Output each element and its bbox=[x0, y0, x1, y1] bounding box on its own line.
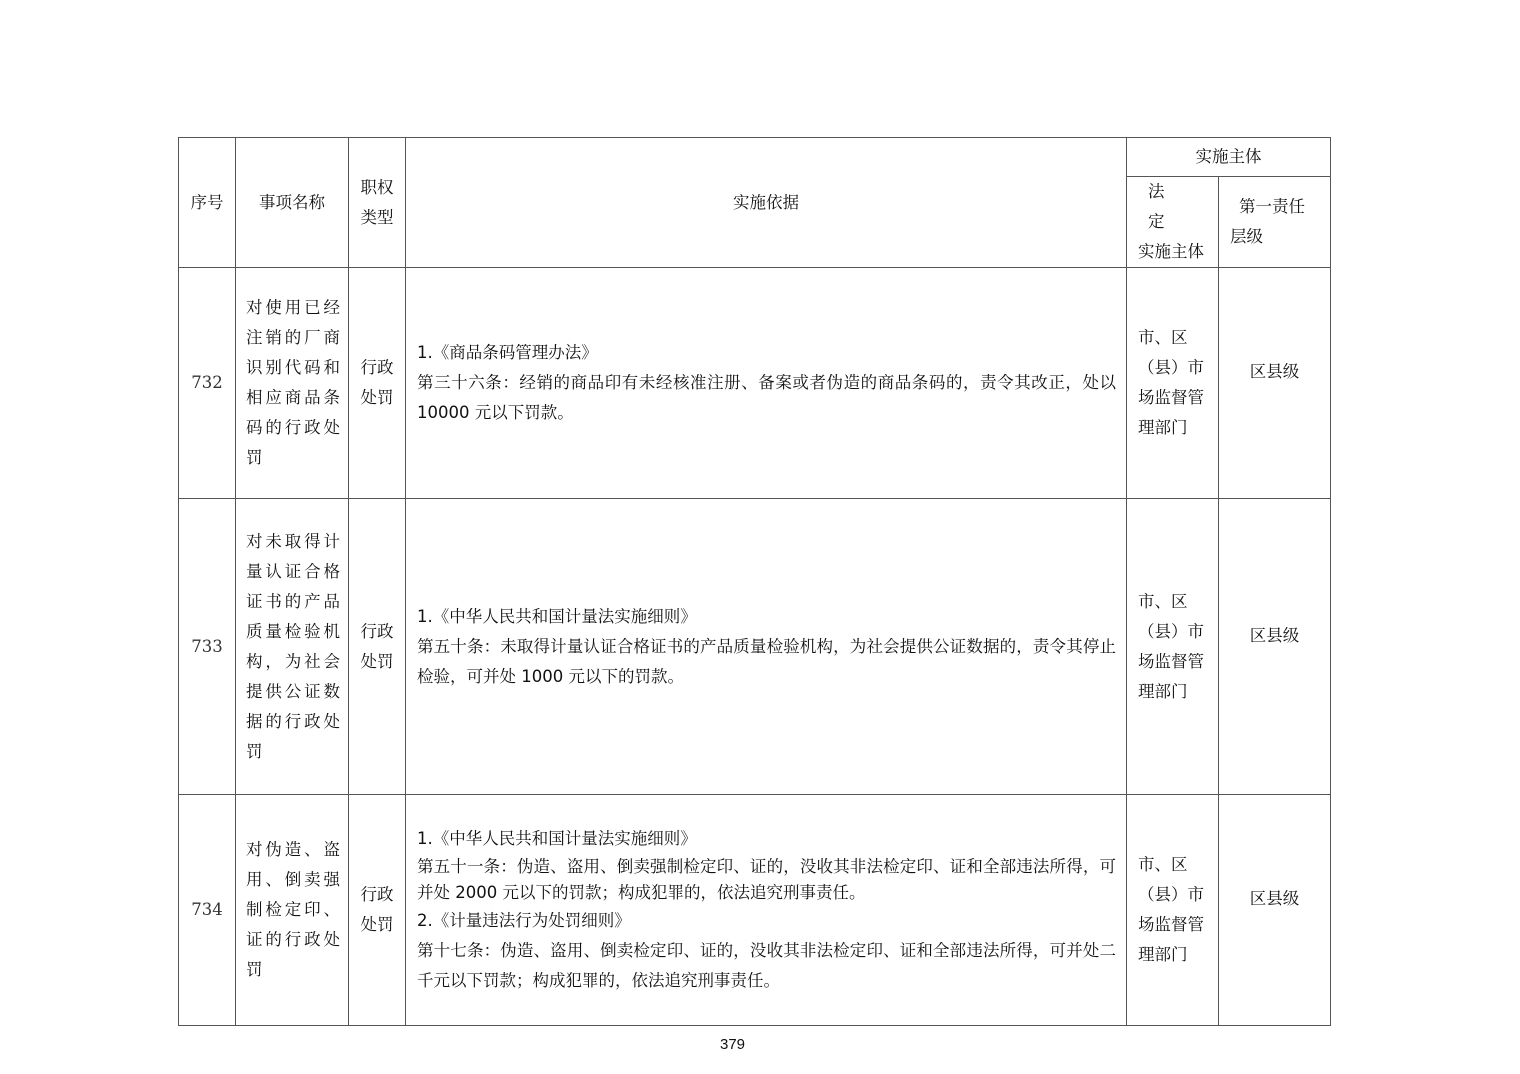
header-authority-type-line1: 职权 bbox=[360, 177, 394, 197]
row-basis bbox=[406, 268, 1127, 499]
row-authority-type: 行政处罚 bbox=[349, 268, 406, 499]
basis-article: 第三十六条：经销的商品印有未经核准注册、备案或者伪造的商品条码的，责令其改正，处以 10000 元以下罚款。 bbox=[417, 373, 1116, 422]
row-authority-type: 行政处罚 bbox=[349, 795, 406, 1026]
basis-law-title: 1.《中华人民共和国计量法实施细则》 bbox=[417, 606, 697, 626]
header-basis: 实施依据 bbox=[406, 138, 1127, 268]
header-legal-subject bbox=[1127, 177, 1219, 268]
table-header-row bbox=[179, 138, 1331, 177]
row-basis bbox=[406, 795, 1127, 1026]
row-item-name: 对伪造、盗用、倒卖强制检定印、证的行政处罚 bbox=[236, 795, 349, 1026]
row-seq: 732 bbox=[179, 268, 236, 499]
table-row bbox=[179, 499, 1331, 795]
table-row bbox=[179, 268, 1331, 499]
basis-article: 第五十一条：伪造、盗用、倒卖强制检定印、证的，没收其非法检定印、证和全部违法所得，可并处 2000 元以下的罚款；构成犯罪的，依法追究刑事责任。 bbox=[417, 857, 1116, 902]
row-legal-subject: 市、区（县）市场监督管理部门 bbox=[1127, 795, 1219, 1026]
row-seq: 734 bbox=[179, 795, 236, 1026]
header-first-level-line2: 层级 bbox=[1230, 227, 1263, 246]
basis-article: 第五十条：未取得计量认证合格证书的产品质量检验机构，为社会提供公证数据的，责令其停止检验，可并处 1000 元以下的罚款。 bbox=[417, 636, 1116, 686]
row-basis bbox=[406, 499, 1127, 795]
header-seq: 序号 bbox=[179, 138, 236, 268]
header-implementing-subject: 实施主体 bbox=[1127, 138, 1331, 177]
basis-law-title: 2.《计量违法行为处罚细则》 bbox=[417, 911, 631, 930]
row-item-name: 对未取得计量认证合格证书的产品质量检验机构，为社会提供公证数据的行政处罚 bbox=[236, 499, 349, 795]
header-authority-type bbox=[349, 138, 406, 268]
page-number: 379 bbox=[719, 1036, 746, 1053]
header-first-level bbox=[1219, 177, 1331, 268]
header-authority-type-line2: 类型 bbox=[360, 207, 394, 227]
row-first-level: 区县级 bbox=[1219, 499, 1331, 795]
header-legal-subject-line2: 实施主体 bbox=[1138, 242, 1204, 261]
header-item-name: 事项名称 bbox=[236, 138, 349, 268]
basis-law-title: 1.《商品条码管理办法》 bbox=[417, 343, 598, 362]
row-seq: 733 bbox=[179, 499, 236, 795]
row-legal-subject: 市、区（县）市场监督管理部门 bbox=[1127, 499, 1219, 795]
row-legal-subject: 市、区（县）市场监督管理部门 bbox=[1127, 268, 1219, 499]
basis-law-title: 1.《中华人民共和国计量法实施细则》 bbox=[417, 829, 697, 848]
row-item-name: 对使用已经注销的厂商识别代码和相应商品条码的行政处罚 bbox=[236, 268, 349, 499]
basis-article: 第十七条：伪造、盗用、倒卖检定印、证的，没收其非法检定印、证和全部违法所得，可并处二千元以下罚款；构成犯罪的，依法追究刑事责任。 bbox=[417, 941, 1116, 990]
row-first-level: 区县级 bbox=[1219, 795, 1331, 1026]
header-first-level-line1: 第一责任 bbox=[1239, 197, 1305, 216]
row-first-level: 区县级 bbox=[1219, 268, 1331, 499]
row-authority-type: 行政处罚 bbox=[349, 499, 406, 795]
enforcement-items-table bbox=[178, 137, 1331, 1026]
header-legal-subject-line1: 法 定 bbox=[1148, 182, 1205, 231]
table-row bbox=[179, 795, 1331, 1026]
